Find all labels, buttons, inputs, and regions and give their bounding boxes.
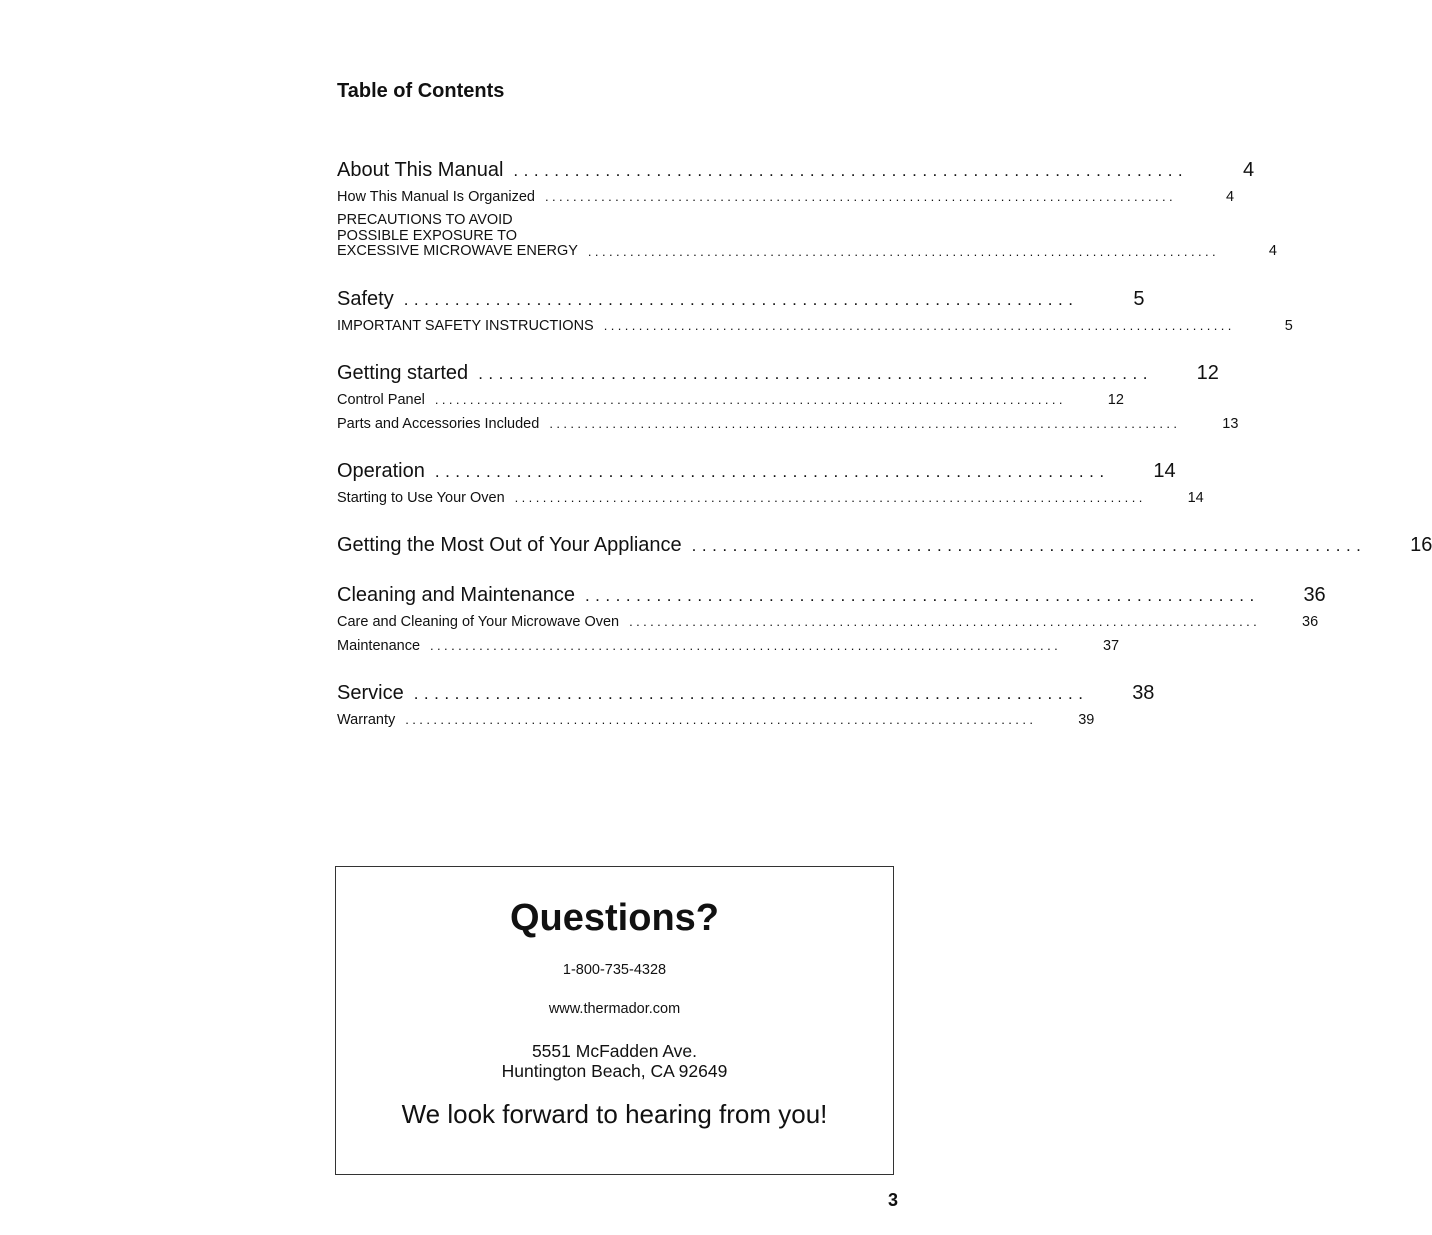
toc-section-page: 16 (1410, 533, 1432, 556)
toc-section-title: Safety (337, 287, 394, 310)
toc-item-title: Starting to Use Your Oven (337, 489, 505, 506)
dot-leader: .................................................................. (691, 535, 1367, 555)
toc-item-page: 37 (1102, 637, 1120, 654)
toc-item-page: 14 (1187, 489, 1204, 506)
toc-item-title: How This Manual Is Organized (337, 189, 535, 205)
dot-leader: .......................................................................................... (629, 613, 1261, 629)
address (336, 1041, 893, 1081)
toc-item-title: Control Panel (337, 391, 425, 408)
toc-item-page: 5 (1284, 317, 1293, 334)
closing-message: We look forward to hearing from you! (401, 1099, 828, 1129)
dot-leader: .......................................................................................... (587, 244, 1219, 259)
website-link[interactable]: www.thermador.com (548, 1001, 681, 1017)
toc-item-starting-to-use-your-oven[interactable] (337, 486, 1204, 510)
toc-item-page: 13 (1222, 415, 1239, 432)
toc-item-title: Warranty (337, 711, 396, 728)
dot-leader: .......................................................................................... (434, 391, 1066, 407)
toc-item-title-line: PRECAUTIONS TO AVOID (337, 212, 513, 228)
table-of-contents (337, 156, 1432, 732)
toc-item-title-line: EXCESSIVE MICROWAVE ENERGY (337, 243, 578, 259)
toc-title: Table of Contents (337, 80, 505, 102)
toc-item-important-safety-instructions[interactable] (337, 314, 1293, 338)
page-number: 3 (887, 1190, 898, 1210)
questions-title: Questions? (509, 897, 720, 939)
toc-section-page: 14 (1153, 459, 1176, 482)
dot-leader: .................................................................. (584, 585, 1260, 605)
toc-item-title: Parts and Accessories Included (337, 415, 540, 432)
toc-section-getting-the-most[interactable] (337, 531, 1432, 560)
toc-item-maintenance[interactable] (337, 634, 1120, 658)
toc-item-title: Care and Cleaning of Your Microwave Oven (337, 613, 620, 630)
address-line: 5551 McFadden Ave. (531, 1041, 698, 1061)
dot-leader: .......................................................................................... (603, 317, 1235, 333)
toc-item-title: Maintenance (337, 637, 421, 654)
toc-section-page: 38 (1132, 681, 1155, 704)
dot-leader: .......................................................................................... (549, 415, 1181, 431)
dot-leader: .................................................................. (403, 289, 1079, 309)
toc-item-how-this-manual-is-organized[interactable] (337, 185, 1235, 209)
toc-section-service[interactable] (337, 679, 1155, 708)
toc-item-page: 36 (1302, 613, 1319, 630)
toc-item-page: 4 (1268, 243, 1277, 259)
toc-item-page: 39 (1078, 711, 1095, 728)
toc-section-page: 12 (1196, 361, 1219, 384)
toc-item-care-and-cleaning[interactable] (337, 610, 1319, 634)
toc-section-page: 36 (1303, 583, 1326, 606)
toc-section-page: 4 (1243, 159, 1255, 181)
toc-section-safety[interactable] (337, 285, 1145, 314)
dot-leader: .................................................................. (478, 363, 1153, 383)
phone-number: 1-800-735-4328 (562, 962, 667, 978)
toc-item-precautions[interactable] (337, 212, 1277, 260)
toc-section-operation[interactable] (337, 457, 1176, 486)
toc-section-title: Service (337, 681, 404, 704)
dot-leader: .................................................................. (413, 683, 1089, 703)
toc-section-about-this-manual[interactable] (337, 156, 1255, 185)
dot-leader: .......................................................................................... (545, 189, 1177, 204)
dot-leader: .................................................................. (434, 461, 1110, 481)
toc-section-title: Cleaning and Maintenance (337, 583, 575, 606)
toc-item-warranty[interactable] (337, 708, 1095, 732)
toc-section-title: Getting the Most Out of Your Appliance (337, 533, 682, 556)
toc-section-title: Operation (337, 459, 425, 482)
toc-section-cleaning-and-maintenance[interactable] (337, 581, 1326, 610)
toc-item-title-line: POSSIBLE EXPOSURE TO (337, 227, 517, 244)
questions-box (335, 866, 894, 1175)
dot-leader: .......................................................................................... (514, 489, 1146, 505)
dot-leader: .......................................................................................... (405, 711, 1037, 727)
toc-item-page: 12 (1107, 391, 1124, 408)
dot-leader: .................................................................. (513, 161, 1189, 180)
toc-item-page: 4 (1226, 189, 1235, 205)
dot-leader: .......................................................................................... (430, 637, 1062, 653)
address-line: Huntington Beach, CA 92649 (501, 1061, 728, 1081)
toc-item-title: IMPORTANT SAFETY INSTRUCTIONS (337, 317, 594, 334)
toc-item-parts-and-accessories[interactable] (337, 412, 1239, 436)
toc-section-title: About This Manual (337, 159, 504, 181)
toc-section-page: 5 (1133, 287, 1145, 310)
toc-section-getting-started[interactable] (337, 359, 1219, 388)
toc-section-title: Getting started (337, 361, 469, 384)
toc-item-control-panel[interactable] (337, 388, 1124, 412)
